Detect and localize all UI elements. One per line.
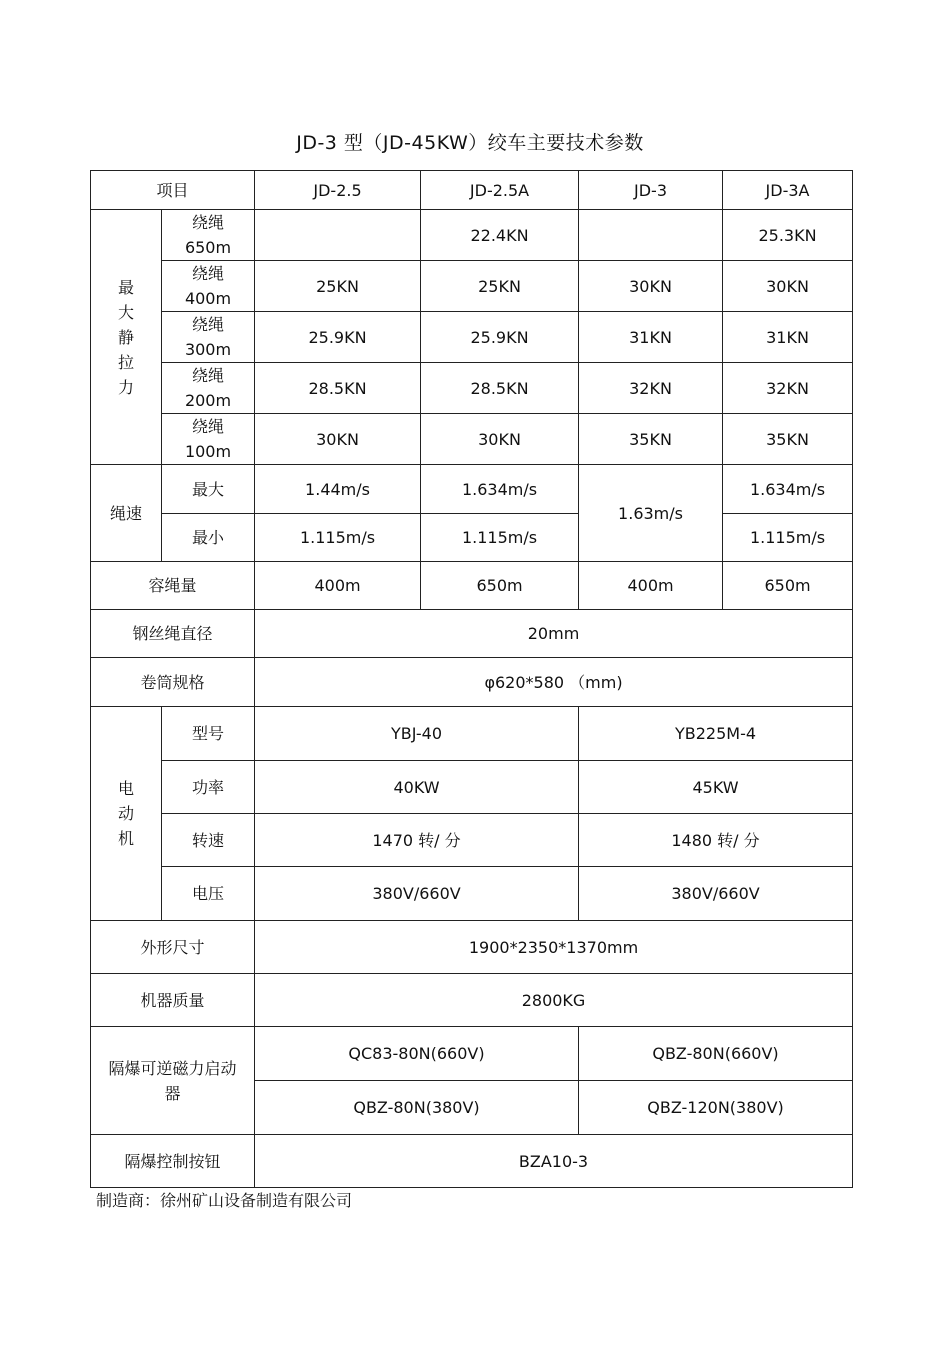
cell-value: 35KN [723, 414, 853, 465]
cell-value: 20mm [255, 610, 853, 658]
table-row [91, 974, 853, 1027]
cell-value: 1.63m/s [579, 465, 723, 562]
cell-value: 30KN [255, 414, 421, 465]
table-row [91, 414, 853, 465]
table-row [91, 610, 853, 658]
cell-value: 1900*2350*1370mm [255, 921, 853, 974]
header-item: 项目 [91, 171, 255, 210]
rope-length-label: 绕绳 650m [162, 210, 255, 261]
cell-value: QBZ-80N(660V) [579, 1027, 853, 1081]
cell-value: 28.5KN [421, 363, 579, 414]
header-model: JD-3A [723, 171, 853, 210]
motor-sub-label: 型号 [162, 707, 255, 761]
table-row [91, 210, 853, 261]
table-row [91, 514, 853, 562]
row-label: 钢丝绳直径 [91, 610, 255, 658]
row-label: 机器质量 [91, 974, 255, 1027]
cell-value: YBJ-40 [255, 707, 579, 761]
spec-table [90, 170, 853, 1188]
cell-value: 31KN [723, 312, 853, 363]
cell-value: 25KN [421, 261, 579, 312]
table-row [91, 562, 853, 610]
cell-value: QBZ-120N(380V) [579, 1081, 853, 1135]
table-row [91, 312, 853, 363]
speed-max-label: 最大 [162, 465, 255, 514]
cell-value: 30KN [579, 261, 723, 312]
cell-value: BZA10-3 [255, 1135, 853, 1188]
cell-value: 1.115m/s [255, 514, 421, 562]
rope-length-label: 绕绳 100m [162, 414, 255, 465]
cell-value: 1.44m/s [255, 465, 421, 514]
header-model: JD-2.5A [421, 171, 579, 210]
cell-value [255, 210, 421, 261]
cell-value: 1.634m/s [723, 465, 853, 514]
cell-value: 400m [579, 562, 723, 610]
cell-value: 30KN [421, 414, 579, 465]
motor-sub-label: 转速 [162, 814, 255, 867]
cell-value: 1.115m/s [421, 514, 579, 562]
table-row [91, 867, 853, 921]
cell-value: 380V/660V [255, 867, 579, 921]
cell-value: 45KW [579, 761, 853, 814]
cell-value: 40KW [255, 761, 579, 814]
table-row [91, 261, 853, 312]
cell-value: 31KN [579, 312, 723, 363]
cell-value: 650m [421, 562, 579, 610]
row-label: 容绳量 [91, 562, 255, 610]
rope-length-label: 绕绳 300m [162, 312, 255, 363]
row-label: 卷筒规格 [91, 658, 255, 707]
table-row [91, 1027, 853, 1081]
cell-value: 25.9KN [421, 312, 579, 363]
starter-label: 隔爆可逆磁力启动器 [108, 1058, 237, 1103]
cell-value: φ620*580 （mm) [255, 658, 853, 707]
rope-length-label: 绕绳 200m [162, 363, 255, 414]
cell-value: 32KN [579, 363, 723, 414]
table-row [91, 1135, 853, 1188]
speed-min-label: 最小 [162, 514, 255, 562]
cell-value: 32KN [723, 363, 853, 414]
cell-value: 1.634m/s [421, 465, 579, 514]
cell-value: QC83-80N(660V) [255, 1027, 579, 1081]
header-model: JD-3 [579, 171, 723, 210]
manufacturer-note: 制造商：徐州矿山设备制造有限公司 [96, 1191, 353, 1210]
max-pull-label: 最 大 静 拉 力 [91, 210, 162, 465]
row-label: 外形尺寸 [91, 921, 255, 974]
cell-value: 35KN [579, 414, 723, 465]
cell-value: 28.5KN [255, 363, 421, 414]
table-row [91, 363, 853, 414]
motor-sub-label: 电压 [162, 867, 255, 921]
cell-value: 22.4KN [421, 210, 579, 261]
header-row [91, 171, 853, 210]
cell-value: 2800KG [255, 974, 853, 1027]
cell-value: 650m [723, 562, 853, 610]
cell-value: 25.3KN [723, 210, 853, 261]
cell-value: 400m [255, 562, 421, 610]
cell-value: YB225M-4 [579, 707, 853, 761]
table-row [91, 921, 853, 974]
cell-value [579, 210, 723, 261]
cell-value: 380V/660V [579, 867, 853, 921]
rope-length-label: 绕绳 400m [162, 261, 255, 312]
cell-value: 25.9KN [255, 312, 421, 363]
row-label [91, 1027, 255, 1135]
table-row [91, 761, 853, 814]
row-label: 隔爆控制按钮 [91, 1135, 255, 1188]
header-model: JD-2.5 [255, 171, 421, 210]
table-row [91, 465, 853, 514]
cell-value: 1.115m/s [723, 514, 853, 562]
motor-label: 电 动 机 [91, 707, 162, 921]
table-row [91, 658, 853, 707]
table-row [91, 814, 853, 867]
cell-value: 25KN [255, 261, 421, 312]
cell-value: 1480 转/ 分 [579, 814, 853, 867]
table-row [91, 707, 853, 761]
cell-value: 1470 转/ 分 [255, 814, 579, 867]
rope-speed-label: 绳速 [91, 465, 162, 562]
cell-value: QBZ-80N(380V) [255, 1081, 579, 1135]
document-title: JD-3 型（JD-45KW）绞车主要技术参数 [296, 132, 644, 154]
motor-sub-label: 功率 [162, 761, 255, 814]
cell-value: 30KN [723, 261, 853, 312]
